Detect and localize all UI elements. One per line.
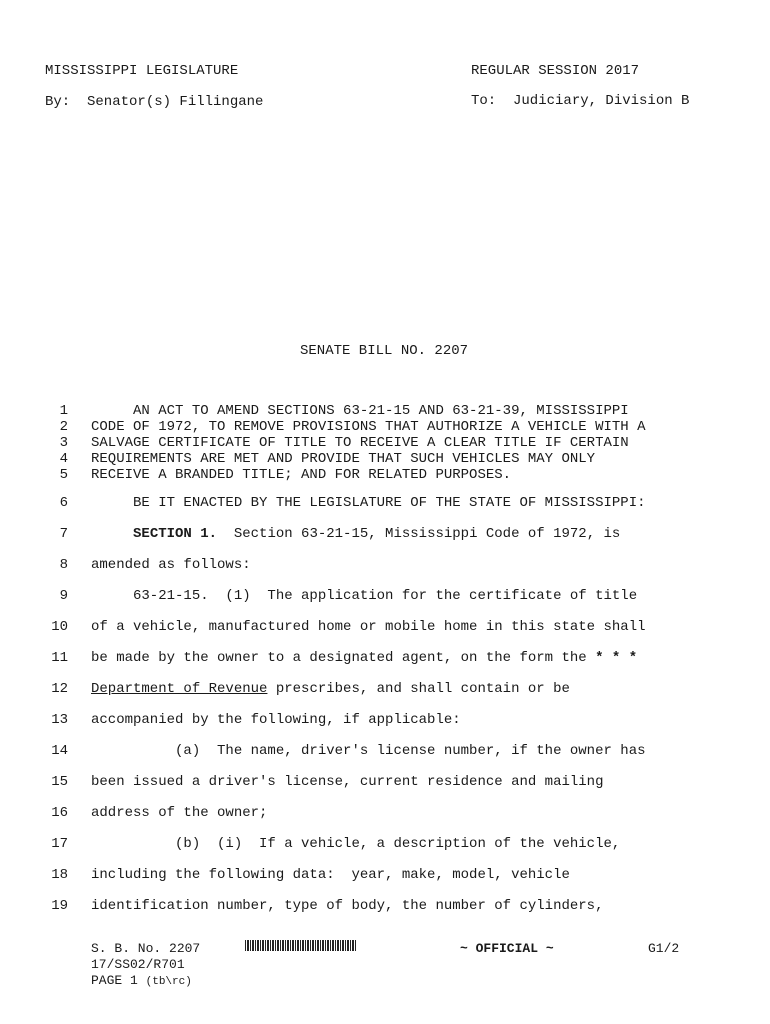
line-text (91, 867, 570, 883)
line-content: Section 63-21-15, Mississippi Code of 1972, is (217, 526, 621, 542)
line-content: REQUIREMENTS ARE MET AND PROVIDE THAT SUCH VEHICLES MAY ONLY (91, 451, 596, 467)
bill-line (0, 743, 770, 759)
session-label: REGULAR SESSION 2017 (471, 63, 640, 79)
line-content: (a) The name, driver's license number, if the owner has (91, 743, 646, 759)
bill-title: SENATE BILL NO. 2207 (300, 343, 469, 359)
line-number: 9 (59, 588, 68, 604)
bill-line (0, 467, 770, 483)
line-content: SALVAGE CERTIFICATE OF TITLE TO RECEIVE A CLEAR TITLE IF CERTAIN (91, 435, 629, 451)
line-text (91, 526, 620, 542)
line-text (91, 403, 629, 419)
footer-page-number: PAGE 1 (91, 973, 138, 988)
line-number: 19 (51, 898, 68, 914)
barcode-icon (245, 940, 357, 951)
footer-typist-initials: (tb\rc) (145, 976, 192, 988)
bill-line (0, 712, 770, 728)
bill-line (0, 495, 770, 511)
line-number: 15 (51, 774, 68, 790)
line-number: 14 (51, 743, 68, 759)
line-content: including the following data: year, make, model, vehicle (91, 867, 570, 883)
line-text (91, 619, 646, 635)
line-number: 1 (59, 403, 68, 419)
bill-line (0, 867, 770, 883)
line-text (91, 836, 620, 852)
line-indent (91, 526, 133, 542)
bill-line (0, 403, 770, 419)
line-content: been issued a driver's license, current residence and mailing (91, 774, 604, 790)
line-text (91, 743, 646, 759)
line-text (91, 805, 267, 821)
line-number: 10 (51, 619, 68, 635)
footer-page-code: G1/2 (648, 941, 680, 956)
line-text (91, 467, 511, 483)
line-content: RECEIVE A BRANDED TITLE; AND FOR RELATED PURPOSES. (91, 467, 512, 483)
line-number: 11 (51, 650, 68, 666)
line-number: 2 (59, 419, 68, 435)
line-text (91, 435, 629, 451)
line-number: 12 (51, 681, 68, 697)
line-text (91, 451, 595, 467)
bill-line (0, 836, 770, 852)
bill-line (0, 588, 770, 604)
line-number: 6 (59, 495, 68, 511)
line-content: identification number, type of body, the number of cylinders, (91, 898, 604, 914)
line-number: 4 (59, 451, 68, 467)
bill-line (0, 681, 770, 697)
line-number: 18 (51, 867, 68, 883)
line-number: 8 (59, 557, 68, 573)
line-content: amended as follows: (91, 557, 251, 573)
line-number: 13 (51, 712, 68, 728)
line-content: (b) (i) If a vehicle, a description of the vehicle, (91, 836, 621, 852)
bill-line (0, 557, 770, 573)
line-text (91, 588, 637, 604)
line-content: CODE OF 1972, TO REMOVE PROVISIONS THAT AUTHORIZE A VEHICLE WITH A (91, 419, 646, 435)
line-text (91, 681, 570, 697)
line-number: 3 (59, 435, 68, 451)
bill-line (0, 898, 770, 914)
line-text (91, 650, 637, 666)
bill-line (0, 526, 770, 542)
bill-line (0, 650, 770, 666)
inserted-text: Department of Revenue (91, 681, 268, 697)
line-text (91, 898, 603, 914)
deletion-marker: * * * (595, 650, 638, 666)
line-content: accompanied by the following, if applicable: (91, 712, 461, 728)
bill-line (0, 619, 770, 635)
committee-label: To: Judiciary, Division B (471, 93, 690, 109)
bill-line (0, 805, 770, 821)
line-text (91, 557, 251, 573)
line-content: of a vehicle, manufactured home or mobile home in this state shall (91, 619, 646, 635)
bill-line (0, 451, 770, 467)
bill-line (0, 419, 770, 435)
bill-line (0, 774, 770, 790)
line-number: 5 (59, 467, 68, 483)
bill-line (0, 435, 770, 451)
line-content: BE IT ENACTED BY THE LEGISLATURE OF THE STATE OF MISSISSIPPI: (91, 495, 646, 511)
legislature-label: MISSISSIPPI LEGISLATURE (45, 63, 239, 79)
line-content: AN ACT TO AMEND SECTIONS 63-21-15 AND 63-21-39, MISSISSIPPI (91, 403, 629, 419)
footer-page-label (91, 973, 192, 990)
line-text (91, 419, 646, 435)
footer-official-label: ~ OFFICIAL ~ (460, 941, 554, 956)
line-content: prescribes, and shall contain or be (267, 681, 570, 697)
section-heading: SECTION 1. (133, 526, 218, 542)
line-content: be made by the owner to a designated agent, on the form the (91, 650, 596, 666)
sponsor-label: By: Senator(s) Fillingane (45, 94, 264, 110)
line-number: 16 (51, 805, 68, 821)
footer-doc-code: 17/SS02/R701 (91, 957, 185, 972)
line-content: 63-21-15. (1) The application for the certificate of title (91, 588, 638, 604)
line-text (91, 495, 646, 511)
footer-bill-number: S. B. No. 2207 (91, 941, 201, 956)
line-text (91, 774, 603, 790)
line-text (91, 712, 461, 728)
line-number: 7 (59, 526, 68, 542)
line-number: 17 (51, 836, 68, 852)
line-content: address of the owner; (91, 805, 268, 821)
